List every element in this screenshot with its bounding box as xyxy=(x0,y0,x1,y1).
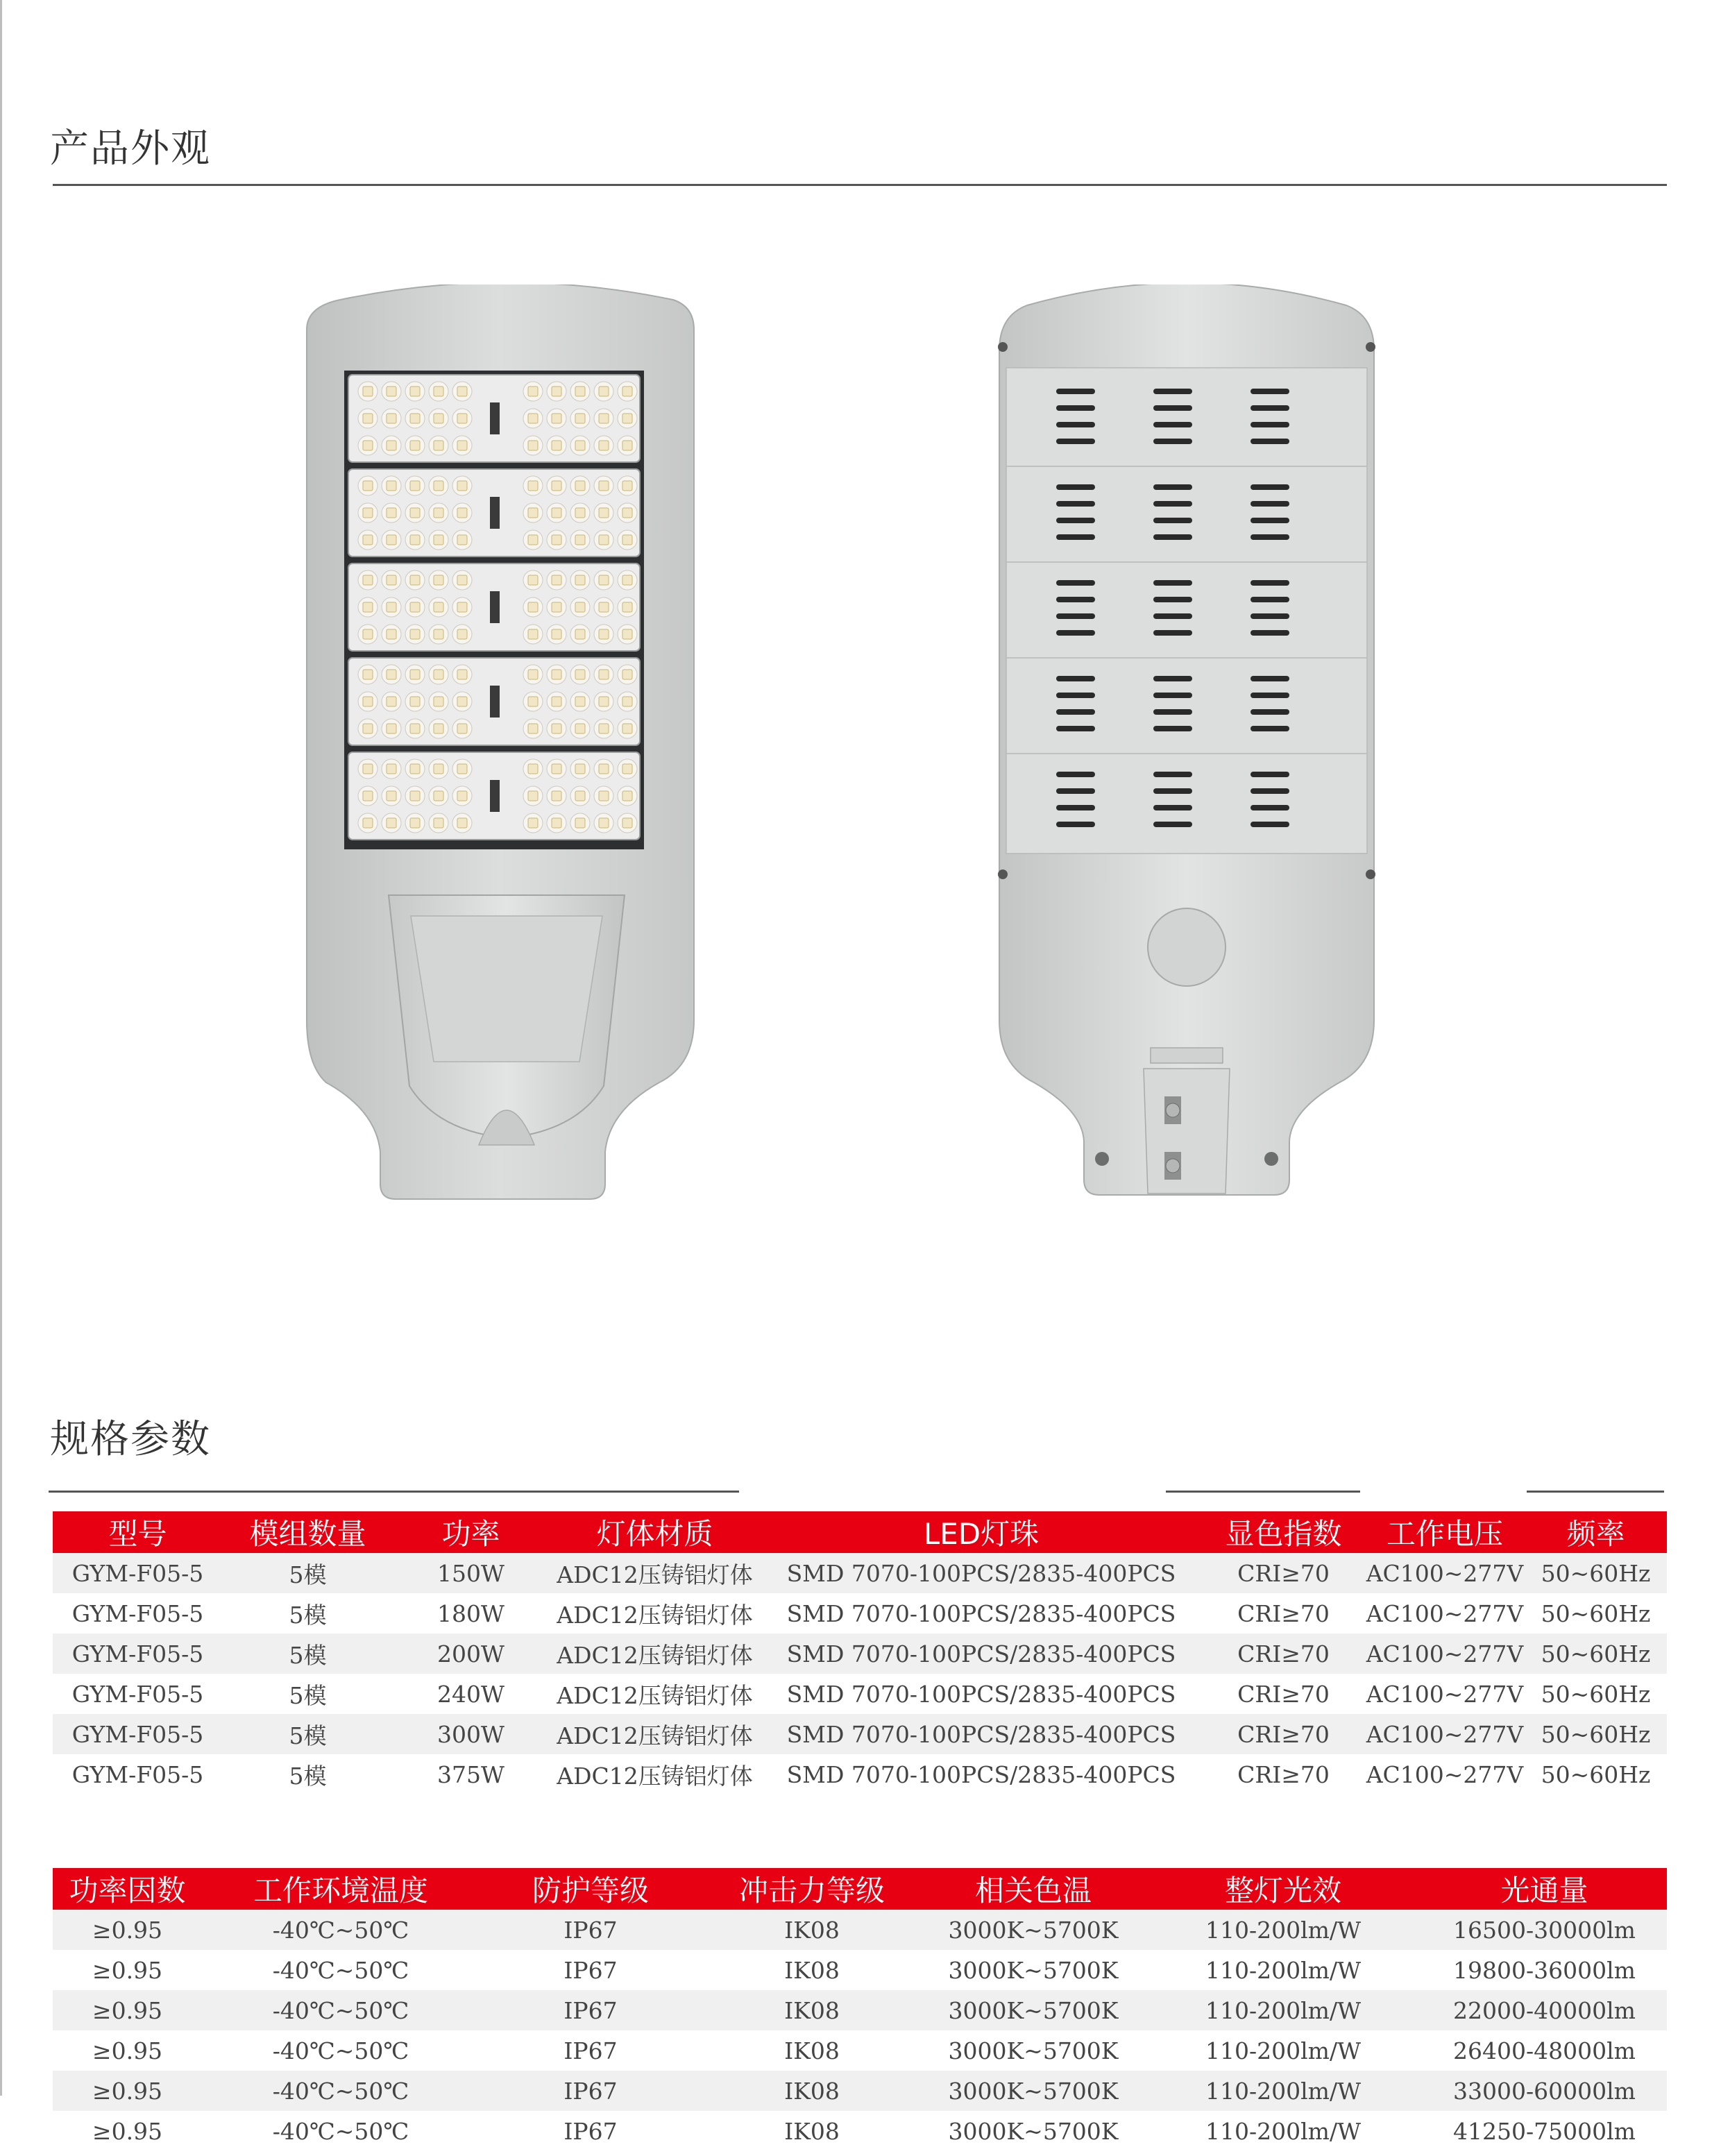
vent-slot xyxy=(1251,484,1289,490)
table-cell: ≥0.95 xyxy=(53,1990,202,2030)
appearance-section-title: 产品外观 xyxy=(50,126,211,171)
table-cell: 3000K~5700K xyxy=(922,1990,1144,2030)
vent-slot xyxy=(1056,693,1095,698)
table-cell: AC100~277V xyxy=(1365,1633,1525,1674)
column-header: 光通量 xyxy=(1500,1874,1588,1908)
table-cell: 110-200lm/W xyxy=(1144,1990,1422,2030)
vent-slot xyxy=(1153,597,1192,602)
vent-slot xyxy=(1056,484,1095,490)
table-cell: IK08 xyxy=(702,2030,922,2071)
table-row xyxy=(53,1674,1667,1714)
table-cell: 5模 xyxy=(223,1754,393,1794)
vent-slot xyxy=(1153,422,1192,427)
table-cell: ADC12压铸铝灯体 xyxy=(549,1754,761,1794)
table-row xyxy=(53,2030,1667,2071)
vent-slot xyxy=(1251,580,1289,586)
table-cell: 5模 xyxy=(223,1633,393,1674)
pole-clamp xyxy=(1144,1048,1230,1194)
vent-slot xyxy=(1153,726,1192,731)
vent-slot xyxy=(1153,693,1192,698)
table-cell: IK08 xyxy=(702,2071,922,2111)
table-cell: IK08 xyxy=(702,1950,922,1990)
table-cell: -40℃~50℃ xyxy=(202,2071,480,2111)
vent-slot xyxy=(1056,534,1095,540)
table-cell: GYM-F05-5 xyxy=(53,1754,223,1794)
table-cell: IP67 xyxy=(480,1950,702,1990)
table-cell: CRI≥70 xyxy=(1202,1754,1365,1794)
page-left-border xyxy=(0,0,2,2096)
table-cell: 110-200lm/W xyxy=(1144,2071,1422,2111)
table-cell: 16500-30000lm xyxy=(1422,1910,1667,1950)
table-cell: AC100~277V xyxy=(1365,1674,1525,1714)
vent-slot xyxy=(1153,405,1192,411)
table-cell: 180W xyxy=(393,1593,549,1633)
table-row xyxy=(53,1910,1667,1950)
table-cell: SMD 7070-100PCS/2835-400PCS xyxy=(761,1714,1202,1754)
vent-slot xyxy=(1251,726,1289,731)
vent-slot xyxy=(1153,484,1192,490)
table-cell: ≥0.95 xyxy=(53,1950,202,1990)
table-cell: AC100~277V xyxy=(1365,1754,1525,1794)
vent-slot xyxy=(1153,788,1192,794)
table-header-row xyxy=(53,1868,1667,1910)
vent-slot xyxy=(1251,597,1289,602)
table-header-row xyxy=(53,1511,1667,1553)
table-cell: SMD 7070-100PCS/2835-400PCS xyxy=(761,1674,1202,1714)
table-cell: 3000K~5700K xyxy=(922,2071,1144,2111)
vent-slot xyxy=(1251,501,1289,507)
spec-table-electrical xyxy=(53,1511,1667,1794)
specs-section-title: 规格参数 xyxy=(50,1417,211,1462)
vent-slot xyxy=(1056,518,1095,523)
table-cell: GYM-F05-5 xyxy=(53,1674,223,1714)
table-cell: GYM-F05-5 xyxy=(53,1714,223,1754)
vent-slot xyxy=(1251,389,1289,394)
table-row xyxy=(53,2071,1667,2111)
table-cell: IK08 xyxy=(702,1990,922,2030)
table-cell: IP67 xyxy=(480,2111,702,2151)
vent-slot xyxy=(1153,822,1192,827)
table-cell: -40℃~50℃ xyxy=(202,1910,480,1950)
column-header: 整灯光效 xyxy=(1224,1874,1341,1908)
vent-slot xyxy=(1251,822,1289,827)
vent-slot xyxy=(1153,501,1192,507)
vent-slot xyxy=(1153,676,1192,681)
specs-title-rule-segment xyxy=(1166,1491,1360,1493)
vent-slot xyxy=(1251,439,1289,444)
table-cell: 150W xyxy=(393,1553,549,1593)
table-cell: CRI≥70 xyxy=(1202,1593,1365,1633)
table-cell: 300W xyxy=(393,1714,549,1754)
vent-slot xyxy=(1153,613,1192,619)
vent-slot xyxy=(1056,630,1095,636)
vent-slot xyxy=(1153,805,1192,810)
table-cell: SMD 7070-100PCS/2835-400PCS xyxy=(761,1754,1202,1794)
table-cell: IP67 xyxy=(480,1990,702,2030)
vent-slot xyxy=(1056,580,1095,586)
vent-slot xyxy=(1056,405,1095,411)
table-cell: 240W xyxy=(393,1674,549,1714)
specs-title-rule-segment xyxy=(1527,1491,1664,1493)
column-header: 显色指数 xyxy=(1225,1517,1342,1551)
table-cell: SMD 7070-100PCS/2835-400PCS xyxy=(761,1633,1202,1674)
table-row xyxy=(53,1754,1667,1794)
table-cell: ≥0.95 xyxy=(53,2071,202,2111)
table-cell: 110-200lm/W xyxy=(1144,1910,1422,1950)
table-cell: 50~60Hz xyxy=(1525,1674,1667,1714)
table-cell: 3000K~5700K xyxy=(922,2030,1144,2071)
vent-slot xyxy=(1251,422,1289,427)
table-cell: AC100~277V xyxy=(1365,1714,1525,1754)
vent-slot xyxy=(1251,788,1289,794)
vent-slot xyxy=(1251,693,1289,698)
column-header: 型号 xyxy=(108,1517,167,1551)
vent-slot xyxy=(1153,772,1192,777)
table-cell: 50~60Hz xyxy=(1525,1633,1667,1674)
table-cell: IP67 xyxy=(480,2071,702,2111)
table-cell: AC100~277V xyxy=(1365,1553,1525,1593)
table-cell: ADC12压铸铝灯体 xyxy=(549,1633,761,1674)
table-cell: CRI≥70 xyxy=(1202,1714,1365,1754)
spec-table-optical xyxy=(53,1868,1667,2151)
column-header: 冲击力等级 xyxy=(738,1874,885,1908)
vent-slot xyxy=(1251,676,1289,681)
vent-slot xyxy=(1153,518,1192,523)
table-cell: 110-200lm/W xyxy=(1144,2030,1422,2071)
appearance-title-rule xyxy=(53,184,1667,186)
table-row xyxy=(53,1990,1667,2030)
street-light-front-view xyxy=(298,285,715,1221)
column-header: 功率因数 xyxy=(69,1874,186,1908)
vent-slot xyxy=(1251,630,1289,636)
table-cell: GYM-F05-5 xyxy=(53,1593,223,1633)
vent-slot xyxy=(1056,788,1095,794)
table-cell: IK08 xyxy=(702,1910,922,1950)
column-header: 防护等级 xyxy=(532,1874,649,1908)
vent-slot xyxy=(1056,709,1095,715)
table-cell: 50~60Hz xyxy=(1525,1754,1667,1794)
vent-slot xyxy=(1056,676,1095,681)
vent-slot xyxy=(1056,389,1095,394)
breather-cap xyxy=(1148,908,1226,986)
vent-slot xyxy=(1056,772,1095,777)
specs-title-rule xyxy=(49,1491,739,1493)
table-cell: -40℃~50℃ xyxy=(202,1950,480,1990)
table-cell: 50~60Hz xyxy=(1525,1553,1667,1593)
vent-slot xyxy=(1251,534,1289,540)
vent-slot xyxy=(1056,822,1095,827)
vent-slot xyxy=(1056,439,1095,444)
vent-slot xyxy=(1153,439,1192,444)
column-header: 灯体材质 xyxy=(596,1517,713,1551)
column-header: 工作环境温度 xyxy=(253,1874,428,1908)
table-cell: -40℃~50℃ xyxy=(202,1990,480,2030)
table-row xyxy=(53,1553,1667,1593)
street-light-back-view xyxy=(985,285,1388,1221)
led-module xyxy=(348,658,640,745)
led-module xyxy=(348,752,640,840)
vent-slot xyxy=(1153,709,1192,715)
table-cell: AC100~277V xyxy=(1365,1593,1525,1633)
column-header: 频率 xyxy=(1566,1517,1625,1551)
table-row xyxy=(53,1950,1667,1990)
table-cell: 375W xyxy=(393,1754,549,1794)
vent-slot xyxy=(1251,405,1289,411)
table-cell: 110-200lm/W xyxy=(1144,1950,1422,1990)
table-cell: ≥0.95 xyxy=(53,2111,202,2151)
table-cell: CRI≥70 xyxy=(1202,1553,1365,1593)
table-cell: 3000K~5700K xyxy=(922,2111,1144,2151)
table-cell: CRI≥70 xyxy=(1202,1633,1365,1674)
table-cell: 50~60Hz xyxy=(1525,1714,1667,1754)
vent-slot xyxy=(1251,709,1289,715)
column-header: 工作电压 xyxy=(1386,1517,1503,1551)
table-cell: SMD 7070-100PCS/2835-400PCS xyxy=(761,1593,1202,1633)
vent-slot xyxy=(1056,501,1095,507)
column-header: 模组数量 xyxy=(249,1517,366,1551)
table-cell: ADC12压铸铝灯体 xyxy=(549,1714,761,1754)
table-cell: ADC12压铸铝灯体 xyxy=(549,1674,761,1714)
table-cell: 3000K~5700K xyxy=(922,1950,1144,1990)
table-cell: GYM-F05-5 xyxy=(53,1553,223,1593)
table-row xyxy=(53,1714,1667,1754)
vent-slot xyxy=(1251,613,1289,619)
table-cell: ≥0.95 xyxy=(53,1910,202,1950)
table-cell: 26400-48000lm xyxy=(1422,2030,1667,2071)
table-cell: 22000-40000lm xyxy=(1422,1990,1667,2030)
led-module xyxy=(348,563,640,651)
table-row xyxy=(53,2111,1667,2151)
table-cell: GYM-F05-5 xyxy=(53,1633,223,1674)
column-header: 功率 xyxy=(441,1517,500,1551)
table-cell: -40℃~50℃ xyxy=(202,2030,480,2071)
table-cell: 5模 xyxy=(223,1593,393,1633)
vent-slot xyxy=(1056,726,1095,731)
vent-slot xyxy=(1251,518,1289,523)
table-cell: 3000K~5700K xyxy=(922,1910,1144,1950)
table-cell: 19800-36000lm xyxy=(1422,1950,1667,1990)
table-cell: 5模 xyxy=(223,1714,393,1754)
table-cell: 5模 xyxy=(223,1553,393,1593)
vent-slot xyxy=(1153,580,1192,586)
led-module xyxy=(348,375,640,462)
table-cell: IP67 xyxy=(480,2030,702,2071)
table-cell: -40℃~50℃ xyxy=(202,2111,480,2151)
vent-slot xyxy=(1153,630,1192,636)
table-cell: 5模 xyxy=(223,1674,393,1714)
vent-slot xyxy=(1056,613,1095,619)
table-cell: SMD 7070-100PCS/2835-400PCS xyxy=(761,1553,1202,1593)
column-header: LED灯珠 xyxy=(923,1517,1040,1551)
vent-slot xyxy=(1153,534,1192,540)
led-modules xyxy=(348,375,640,840)
led-module xyxy=(348,469,640,557)
vent-slot xyxy=(1153,389,1192,394)
table-cell: IP67 xyxy=(480,1910,702,1950)
table-cell: 33000-60000lm xyxy=(1422,2071,1667,2111)
table-cell: CRI≥70 xyxy=(1202,1674,1365,1714)
table-cell: 41250-75000lm xyxy=(1422,2111,1667,2151)
vent-slot xyxy=(1056,597,1095,602)
table-row xyxy=(53,1593,1667,1633)
table-cell: IK08 xyxy=(702,2111,922,2151)
vent-slot xyxy=(1056,805,1095,810)
column-header: 相关色温 xyxy=(974,1874,1092,1908)
vent-slot xyxy=(1056,422,1095,427)
table-cell: ADC12压铸铝灯体 xyxy=(549,1593,761,1633)
vent-slot xyxy=(1251,805,1289,810)
table-cell: 110-200lm/W xyxy=(1144,2111,1422,2151)
table-cell: ADC12压铸铝灯体 xyxy=(549,1553,761,1593)
table-cell: 50~60Hz xyxy=(1525,1593,1667,1633)
table-row xyxy=(53,1633,1667,1674)
vent-slot xyxy=(1251,772,1289,777)
table-cell: 200W xyxy=(393,1633,549,1674)
table-cell: ≥0.95 xyxy=(53,2030,202,2071)
